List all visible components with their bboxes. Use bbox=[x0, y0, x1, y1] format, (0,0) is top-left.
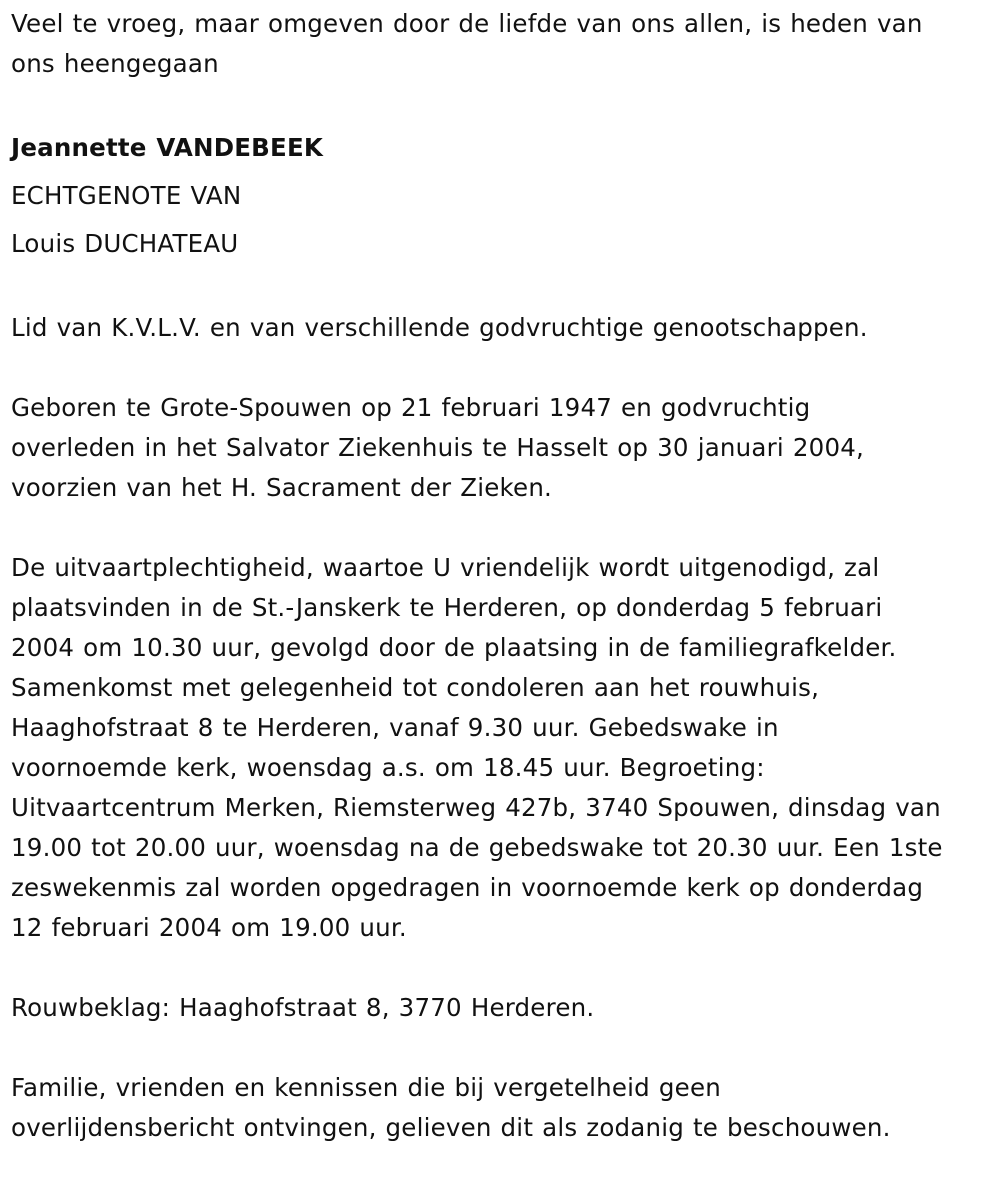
funeral-line: 12 februari 2004 om 19.00 uur. bbox=[11, 913, 407, 942]
intro-line: Veel te vroeg, maar omgeven door de liefde van ons allen, is heden van bbox=[11, 9, 923, 38]
birth-death-paragraph bbox=[11, 388, 996, 508]
spouse-name: Louis DUCHATEAU bbox=[11, 229, 239, 258]
membership-line: Lid van K.V.L.V. en van verschillende godvruchtige genootschappen. bbox=[11, 313, 868, 342]
funeral-line: zeswekenmis zal worden opgedragen in voornoemde kerk op donderdag bbox=[11, 873, 924, 902]
closing-line: Familie, vrienden en kennissen die bij vergetelheid geen bbox=[11, 1073, 721, 1102]
birth-death-line: voorzien van het H. Sacrament der Zieken. bbox=[11, 473, 553, 502]
funeral-line: plaatsvinden in de St.-Janskerk te Herderen, op donderdag 5 februari bbox=[11, 593, 883, 622]
funeral-line: De uitvaartplechtigheid, waartoe U vriendelijk wordt uitgenodigd, zal bbox=[11, 553, 880, 582]
mourning-address-paragraph bbox=[11, 988, 996, 1028]
funeral-paragraph bbox=[11, 548, 996, 948]
funeral-line: Haaghofstraat 8 te Herderen, vanaf 9.30 uur. Gebedswake in bbox=[11, 713, 779, 742]
funeral-line: Samenkomst met gelegenheid tot condoleren aan het rouwhuis, bbox=[11, 673, 820, 702]
closing-paragraph bbox=[11, 1068, 996, 1148]
relation-label: ECHTGENOTE VAN bbox=[11, 181, 242, 210]
deceased-block bbox=[11, 124, 996, 268]
funeral-line: 2004 om 10.30 uur, gevolgd door de plaatsing in de familiegrafkelder. bbox=[11, 633, 897, 662]
membership-paragraph bbox=[11, 308, 996, 348]
mourning-address: Rouwbeklag: Haaghofstraat 8, 3770 Herderen. bbox=[11, 993, 595, 1022]
intro-line: ons heengegaan bbox=[11, 49, 219, 78]
closing-line: overlijdensbericht ontvingen, gelieven dit als zodanig te beschouwen. bbox=[11, 1113, 891, 1142]
birth-death-line: overleden in het Salvator Ziekenhuis te Hasselt op 30 januari 2004, bbox=[11, 433, 865, 462]
funeral-line: Uitvaartcentrum Merken, Riemsterweg 427b, 3740 Spouwen, dinsdag van bbox=[11, 793, 941, 822]
deceased-name: Jeannette VANDEBEEK bbox=[11, 133, 324, 162]
funeral-line: voornoemde kerk, woensdag a.s. om 18.45 uur. Begroeting: bbox=[11, 753, 765, 782]
obituary-document bbox=[11, 4, 996, 1188]
funeral-line: 19.00 tot 20.00 uur, woensdag na de gebedswake tot 20.30 uur. Een 1ste bbox=[11, 833, 943, 862]
intro-paragraph bbox=[11, 4, 996, 84]
birth-death-line: Geboren te Grote-Spouwen op 21 februari 1947 en godvruchtig bbox=[11, 393, 811, 422]
